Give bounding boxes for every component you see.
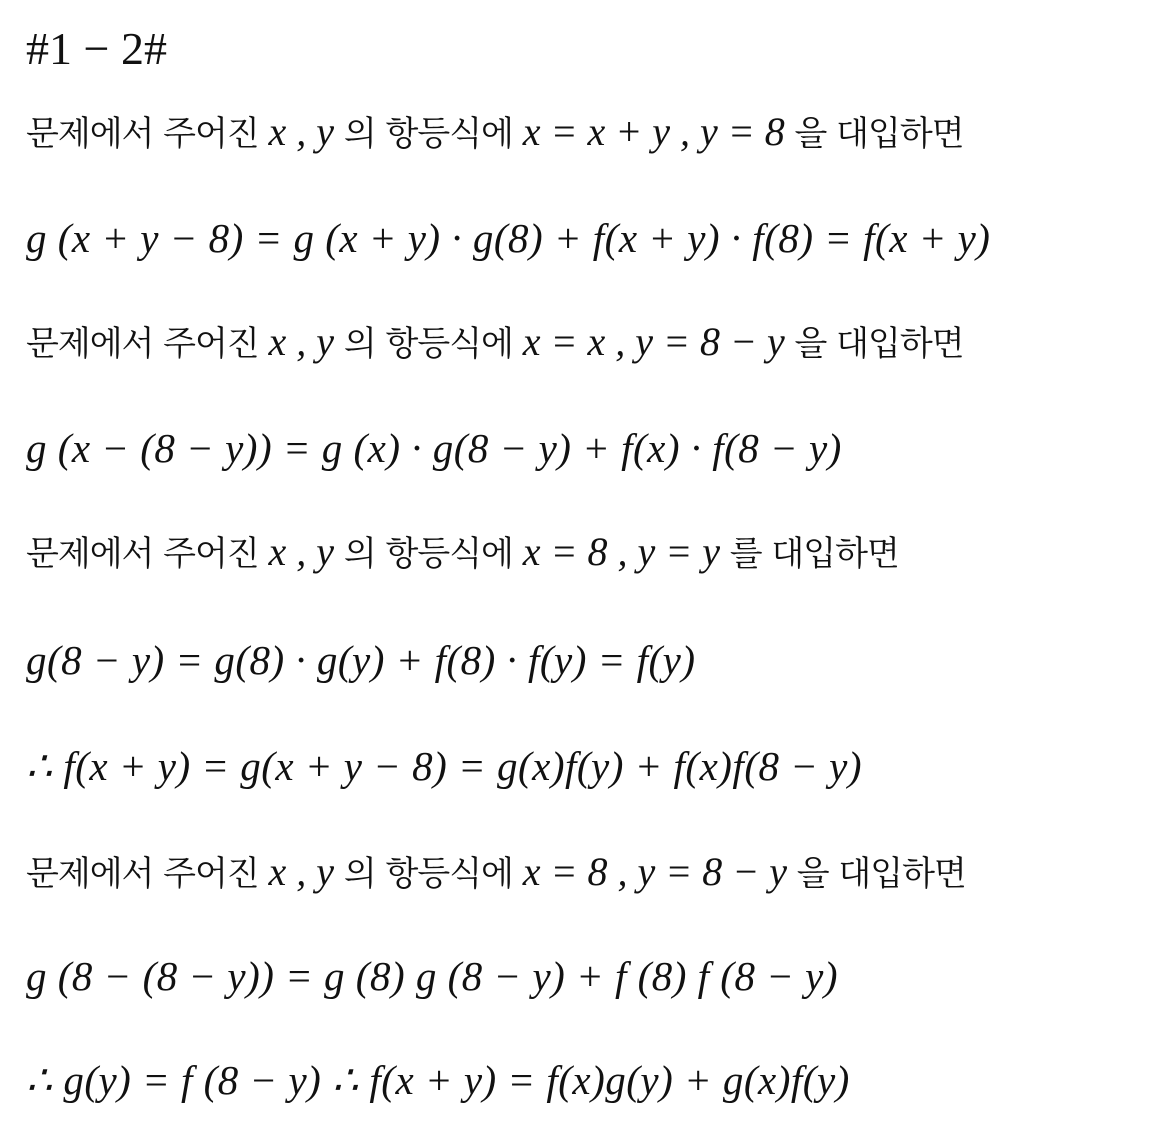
- sentence-mid: 의 항등식에: [343, 534, 513, 574]
- sentence-verb: 을 대입하면: [796, 854, 966, 894]
- math-substitution: x = 8 , y = y: [522, 529, 720, 574]
- equation-4: ∴ f(x + y) = g(x + y − 8) = g(x)f(y) + f(x)f(8 − y): [26, 743, 862, 789]
- math-vars: x , y: [268, 319, 335, 364]
- equation-3: g(8 − y) = g(8) · g(y) + f(8) · f(y) = f(y): [26, 637, 696, 683]
- math-substitution: x = 8 , y = 8 − y: [522, 849, 787, 894]
- equation-1: g (x + y − 8) = g (x + y) · g(8) + f(x + y) · f(8) = f(x + y): [26, 215, 991, 261]
- sentence-lead: 문제에서 주어진: [26, 854, 259, 894]
- sentence-3: [26, 529, 899, 574]
- equation-2: g (x − (8 − y)) = g (x) · g(8 − y) + f(x) · f(8 − y): [26, 425, 842, 471]
- math-vars: x , y: [268, 529, 335, 574]
- sentence-1: [26, 109, 964, 154]
- sentence-verb: 를 대입하면: [729, 534, 899, 574]
- math-vars: x , y: [268, 109, 335, 154]
- sentence-lead: 문제에서 주어진: [26, 114, 259, 154]
- sentence-verb: 을 대입하면: [794, 324, 964, 364]
- sentence-mid: 의 항등식에: [343, 324, 513, 364]
- equation-6: ∴ g(y) = f (8 − y) ∴ f(x + y) = f(x)g(y) + g(x)f(y): [26, 1057, 850, 1103]
- sentence-lead: 문제에서 주어진: [26, 534, 259, 574]
- math-vars: x , y: [268, 849, 335, 894]
- sentence-2: [26, 319, 964, 364]
- sentence-4: [26, 849, 966, 894]
- sentence-mid: 의 항등식에: [343, 114, 513, 154]
- sentence-mid: 의 항등식에: [343, 854, 513, 894]
- equation-5: g (8 − (8 − y)) = g (8) g (8 − y) + f (8) f (8 − y): [26, 953, 838, 999]
- math-substitution: x = x , y = 8 − y: [522, 319, 785, 364]
- math-substitution: x = x + y , y = 8: [522, 109, 785, 154]
- page-title: #1 − 2#: [26, 23, 167, 74]
- sentence-verb: 을 대입하면: [794, 114, 964, 154]
- sentence-lead: 문제에서 주어진: [26, 324, 259, 364]
